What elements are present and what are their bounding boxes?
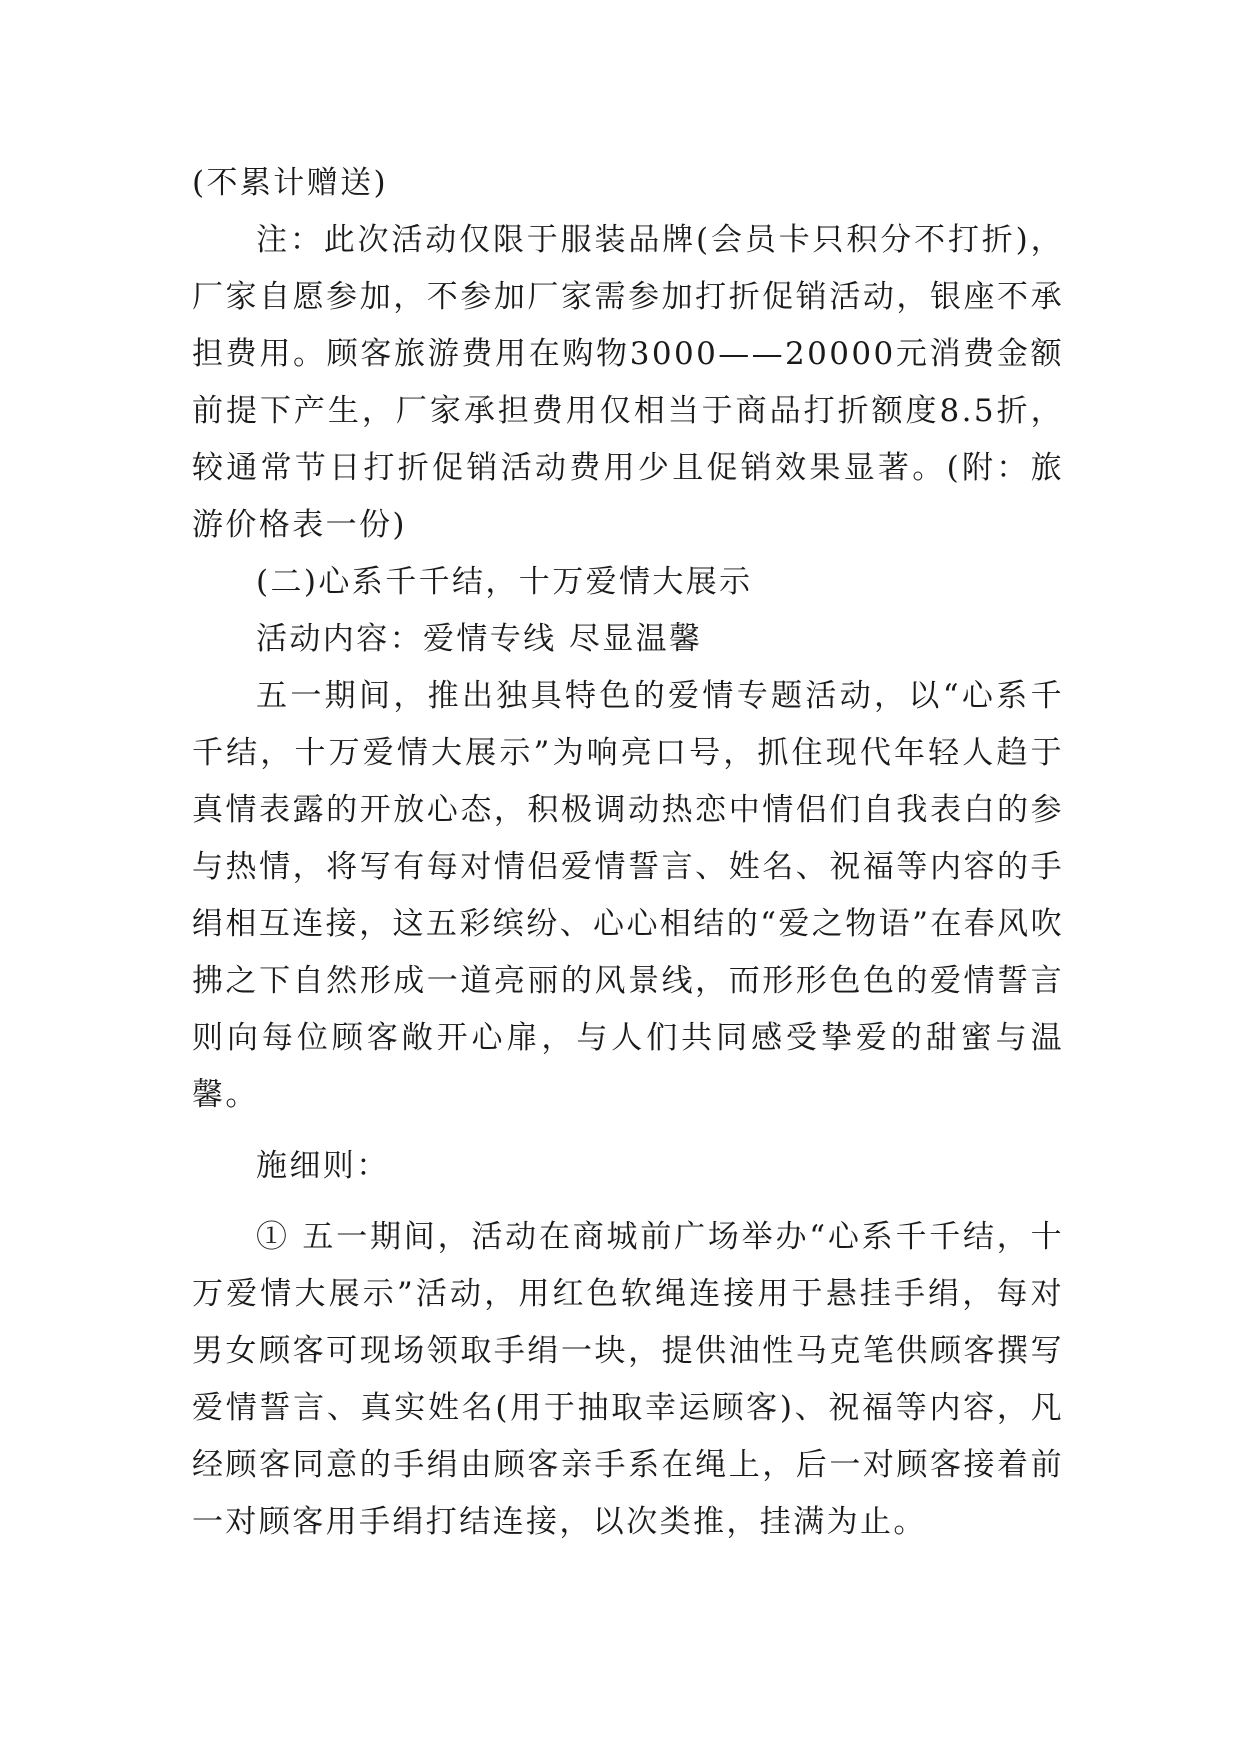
document-body bbox=[192, 155, 1064, 1551]
paragraph-activity-content: 活动内容：爱情专线 尽显温馨 bbox=[256, 621, 703, 657]
paragraph-implementation-rules-heading: 施细则： bbox=[256, 1148, 390, 1184]
paragraph-rule-1: ① 五一期间，活动在商城前广场举办“心系千千结，十万爱情大展示”活动，用红色软绳连接用于悬挂手绢，每对男女顾客可现场领取手绢一块，提供油性马克笔供顾客撰写爱情誓言、真实姓名(用于抽取幸运顾客)、祝福等内容，凡经顾客同意的手绢由顾客亲手系在绳上，后一对顾客接着前一对顾客用手绢打结连接，以次类推，挂满为止。 bbox=[192, 1219, 1064, 1540]
paragraph-note: 注：此次活动仅限于服装品牌(会员卡只积分不打折)，厂家自愿参加，不参加厂家需参加打折促销活动，银座不承担费用。顾客旅游费用在购物3000——20000元消费金额前提下产生，厂家承担费用仅相当于商品打折额度8.5折，较通常节日打折促销活动费用少且促销效果显著。(附：旅游价格表一份) bbox=[192, 222, 1064, 543]
paragraph-may-day-description: 五一期间，推出独具特色的爱情专题活动，以“心系千千结，十万爱情大展示”为响亮口号，抓住现代年轻人趋于真情表露的开放心态，积极调动热恋中情侣们自我表白的参与热情，将写有每对情侣爱情誓言、姓名、祝福等内容的手绢相互连接，这五彩缤纷、心心相结的“爱之物语”在春风吹拂之下自然形成一道亮丽的风景线，而形形色色的爱情誓言则向每位顾客敞开心扉，与人们共同感受挚爱的甜蜜与温馨。 bbox=[192, 678, 1064, 1113]
paragraph-no-cumulative-gift: (不累计赠送) bbox=[192, 165, 388, 201]
section-heading-2: (二)心系千千结，十万爱情大展示 bbox=[256, 564, 753, 600]
